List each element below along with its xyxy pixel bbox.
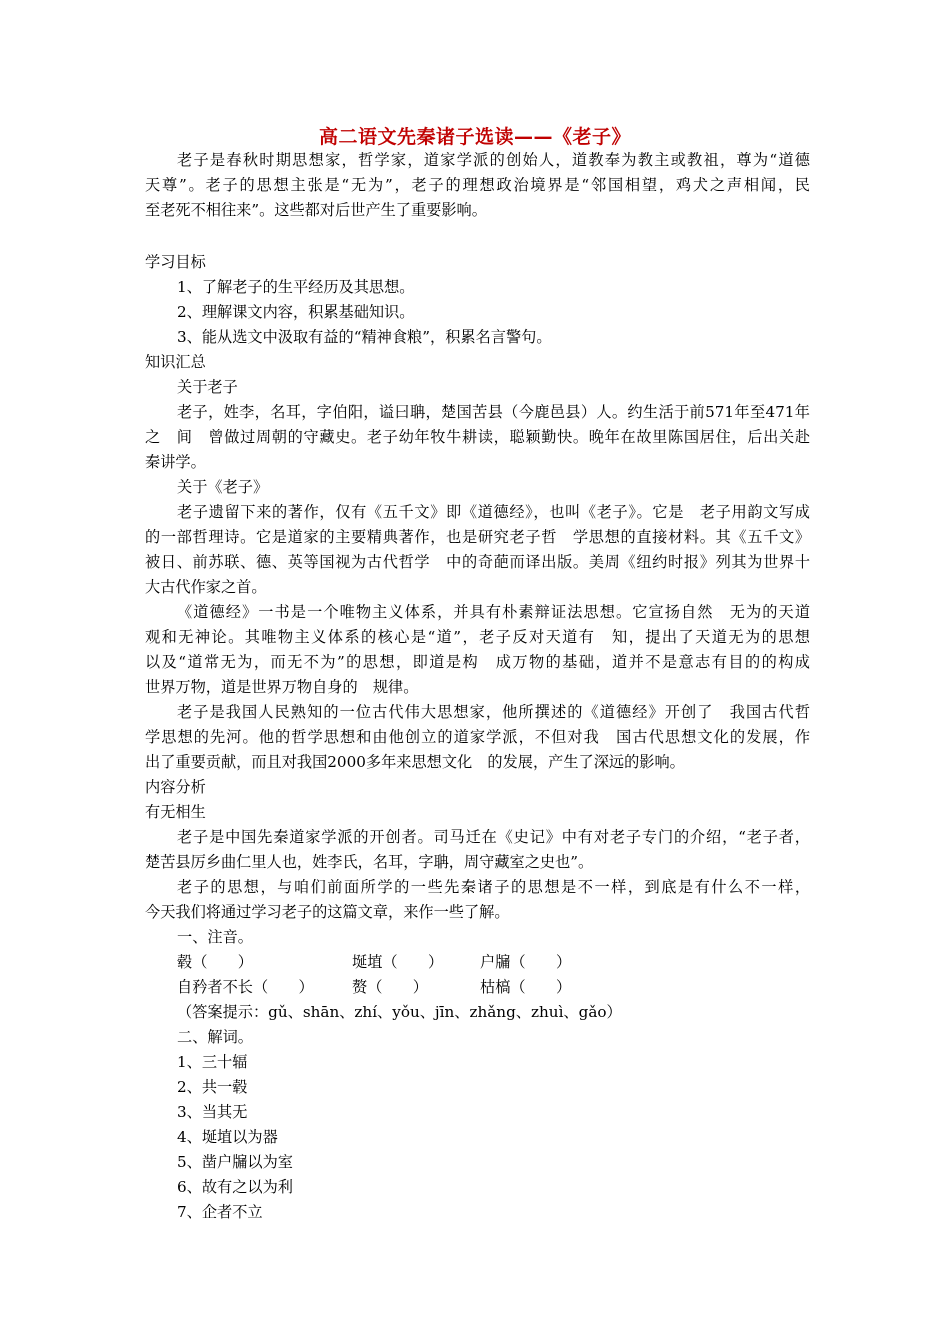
section-heading-analysis: 内容分析 xyxy=(145,778,206,796)
body-line: 被日、前苏联、德、英等国视为古代哲学 中的奇葩而译出版。美周《纽约时报》列其为世界十 xyxy=(145,553,810,571)
vocab-heading: 二、解词。 xyxy=(177,1028,253,1046)
body-line: 老子的思想，与咱们前面所学的一些先秦诸子的思想是不一样，到底是有什么不一样， xyxy=(177,878,810,896)
body-line: 老子遗留下来的著作，仅有《五千文》即《道德经》，也叫《老子》。它是 老子用韵文写成 xyxy=(177,503,810,521)
section-heading-goals: 学习目标 xyxy=(145,253,206,271)
pinyin-item: 枯槁（ ） xyxy=(480,978,572,996)
body-line: 世界万物，道是世界万物自身的 规律。 xyxy=(145,678,419,696)
pinyin-item: 自矜者不长（ ） xyxy=(177,978,314,996)
vocab-item: 4、埏埴以为器 xyxy=(177,1128,278,1146)
body-line: 出了重要贡献，而且对我国2000多年来思想文化 的发展，产生了深远的影响。 xyxy=(145,753,685,771)
body-line: 观和无神论。其唯物主义体系的核心是“道”，老子反对天道有 知，提出了天道无为的思想 xyxy=(145,628,810,646)
intro-line: 老子是春秋时期思想家，哲学家，道家学派的创始人，道教奉为教主或教祖，尊为“道德 xyxy=(177,151,810,169)
body-line: 的一部哲理诗。它是道家的主要精典著作，也是研究老子哲 学思想的直接材料。其《五千文》 xyxy=(145,528,810,546)
body-line: 老子，姓李，名耳，字伯阳，谥曰聃，楚国苦县（今鹿邑县）人。约生活于前571年至471年 xyxy=(177,403,810,421)
pinyin-item: 埏埴（ ） xyxy=(352,953,444,971)
section-heading-knowledge: 知识汇总 xyxy=(145,353,206,371)
body-line: 今天我们将通过学习老子的这篇文章，来作一些了解。 xyxy=(145,903,510,921)
pinyin-item: 毂（ ） xyxy=(177,953,253,971)
vocab-item: 2、共一毂 xyxy=(177,1078,248,1096)
body-line: 楚苦县厉乡曲仁里人也，姓李氏，名耳，字聃，周守藏室之史也”。 xyxy=(145,853,594,871)
vocab-item: 7、企者不立 xyxy=(177,1203,263,1221)
vocab-item: 6、故有之以为利 xyxy=(177,1178,293,1196)
pinyin-item: 赘（ ） xyxy=(352,978,428,996)
pinyin-heading: 一、注音。 xyxy=(177,928,253,946)
subheading-youwu: 有无相生 xyxy=(145,803,206,821)
goal-item: 3、能从选文中汲取有益的“精神食粮”，积累名言警句。 xyxy=(177,328,552,346)
intro-line: 至老死不相往来”。这些都对后世产生了重要影响。 xyxy=(145,201,487,219)
pinyin-answer: （答案提示：gǔ、shān、zhí、yǒu、jīn、zhǎng、zhuì、gǎo） xyxy=(177,1003,622,1021)
intro-line: 天尊”。老子的思想主张是“无为”，老子的理想政治境界是“邻国相望，鸡犬之声相闻，民 xyxy=(145,176,810,194)
page-title: 高二语文先秦诸子选读——《老子》 xyxy=(318,126,631,148)
body-line: 大古代作家之首。 xyxy=(145,578,267,596)
vocab-item: 1、三十辐 xyxy=(177,1053,248,1071)
body-line: 以及“道常无为，而无不为”的思想，即道是构 成万物的基础，道并不是意志有目的的构成 xyxy=(145,653,810,671)
subheading-about-book: 关于《老子》 xyxy=(177,478,269,496)
body-line: 学思想的先河。他的哲学思想和由他创立的道家学派，不但对我 国古代思想文化的发展，作 xyxy=(145,728,810,746)
body-line: 《道德经》一书是一个唯物主义体系，并具有朴素辩证法思想。它宣扬自然 无为的天道 xyxy=(177,603,810,621)
subheading-about-laozi: 关于老子 xyxy=(177,378,238,396)
body-line: 老子是我国人民熟知的一位古代伟大思想家，他所撰述的《道德经》开创了 我国古代哲 xyxy=(177,703,810,721)
body-line: 之 间 曾做过周朝的守藏史。老子幼年牧牛耕读，聪颖勤快。晚年在故里陈国居住，后出关赴 xyxy=(145,428,810,446)
vocab-item: 3、当其无 xyxy=(177,1103,248,1121)
pinyin-item: 户牖（ ） xyxy=(480,953,572,971)
body-line: 老子是中国先秦道家学派的开创者。司马迁在《史记》中有对老子专门的介绍，“老子者， xyxy=(177,828,810,846)
body-line: 秦讲学。 xyxy=(145,453,206,471)
goal-item: 1、了解老子的生平经历及其思想。 xyxy=(177,278,415,296)
goal-item: 2、理解课文内容，积累基础知识。 xyxy=(177,303,415,321)
vocab-item: 5、凿户牖以为室 xyxy=(177,1153,293,1171)
